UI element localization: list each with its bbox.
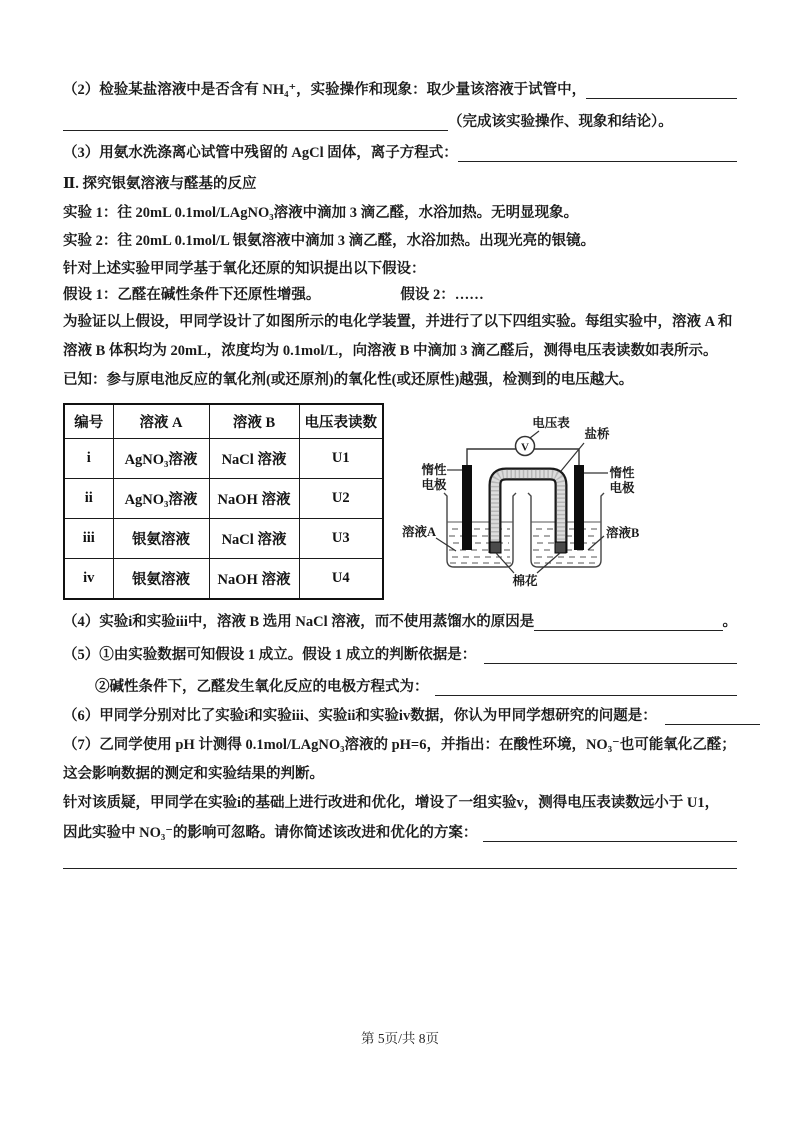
- question-7-line2: [63, 764, 737, 783]
- table-header-cell: 电压表读数: [299, 404, 383, 439]
- electrode-right: [574, 465, 584, 550]
- table-cell: iv: [64, 559, 113, 600]
- beaker-left: [444, 493, 516, 567]
- table-row: [64, 439, 383, 479]
- solution-b-label: 溶液B: [606, 526, 640, 540]
- voltmeter-label: 电压表: [532, 416, 570, 430]
- answer-blank: [586, 82, 737, 99]
- question-5-text-1: （5）①由实验数据可知假设 1 成立。假设 1 成立的判断依据是：: [63, 646, 477, 663]
- question-5-text-2: ②碱性条件下，乙醛发生氧化反应的电极方程式为：: [95, 678, 429, 695]
- answer-blank: [484, 647, 737, 664]
- question-3-text: （3）用氨水洗涤离心试管中残留的 AgCl 固体，离子方程式：: [63, 144, 458, 161]
- table-cell: AgNO₃溶液: [113, 439, 209, 479]
- cotton-label: 棉花: [512, 574, 538, 588]
- hypothesis-intro-text: 针对上述实验甲同学基于氧化还原的知识提出以下假设：: [63, 260, 426, 277]
- table-row: [64, 519, 383, 559]
- setup-line2: [63, 341, 737, 360]
- section-2-heading: [63, 174, 737, 193]
- inert-electrode-label-right: 惰性: [609, 466, 635, 480]
- experiment-1-text: 实验 1：往 20mL 0.1mol/LAgNO₃溶液中滴加 3 滴乙醛，水浴加热。无明显现象。: [63, 204, 579, 221]
- hypothesis-1-text: 假设 1：乙醛在碱性条件下还原性增强。: [63, 286, 321, 303]
- setup-text-2: 溶液 B 体积均为 20mL，浓度均为 0.1mol/L，向溶液 B 中滴加 3 滴乙醛后，测得电压表读数如表所示。: [63, 342, 718, 359]
- page-number: 第 5页/共 8页: [360, 1031, 439, 1046]
- electrode-left: [462, 465, 472, 550]
- salt-bridge-label: 盐桥: [584, 427, 610, 441]
- setup-line1: [63, 312, 737, 331]
- answer-blank: [534, 614, 722, 631]
- table-cell: NaCl 溶液: [209, 519, 299, 559]
- question-2-closing-text: （完成该实验操作、现象和结论）。: [448, 113, 673, 130]
- voltage-table: [63, 403, 384, 600]
- table-cell: 银氨溶液: [113, 519, 209, 559]
- question-5-line1: [63, 645, 737, 664]
- answer-blank: [63, 852, 737, 869]
- cotton-left: [490, 542, 501, 553]
- table-cell: 银氨溶液: [113, 559, 209, 600]
- table-row: [64, 559, 383, 600]
- question-7-answer-line: [63, 850, 737, 869]
- question-2-line2: [63, 112, 737, 131]
- table-cell: ii: [64, 479, 113, 519]
- question-7-text-3: 针对该质疑，甲同学在实验i的基础上进行改进和优化，增设了一组实验v，测得电压表读数远小于 U1，: [63, 794, 720, 811]
- question-7-line3: [63, 793, 737, 812]
- question-4-line: [63, 612, 737, 631]
- table-cell: U2: [299, 479, 383, 519]
- table-cell: NaOH 溶液: [209, 559, 299, 600]
- experiment-2-text: 实验 2：往 20mL 0.1mol/L 银氨溶液中滴加 3 滴乙醛，水浴加热。出现光亮的银镜。: [63, 232, 596, 249]
- table-cell: U3: [299, 519, 383, 559]
- experiment-1-line: [63, 203, 737, 222]
- table-cell: U4: [299, 559, 383, 600]
- table-header-cell: 溶液 B: [209, 404, 299, 439]
- hypothesis-2-text: 假设 2：……: [400, 286, 484, 303]
- table-header-cell: 溶液 A: [113, 404, 209, 439]
- answer-blank: [458, 145, 737, 162]
- solution-a-pointer-line: [436, 538, 456, 551]
- answer-blank: [435, 679, 738, 696]
- wire-left: [467, 449, 517, 465]
- inert-electrode-label-right: 电极: [609, 481, 635, 495]
- table-cell: NaOH 溶液: [209, 479, 299, 519]
- question-7-text-1: （7）乙同学使用 pH 计测得 0.1mol/LAgNO₃溶液的 pH=6，并指出：在酸性环境，NO₃⁻也可能氧化乙醛；: [63, 736, 736, 753]
- hypothesis-intro-line: [63, 259, 737, 278]
- question-3-line: [63, 143, 737, 162]
- table-cell: i: [64, 439, 113, 479]
- question-6-line: [63, 706, 737, 725]
- table-cell: NaCl 溶液: [209, 439, 299, 479]
- table-cell: iii: [64, 519, 113, 559]
- hypothesis-line: [63, 285, 737, 304]
- question-5-line2: [95, 677, 737, 696]
- inert-electrode-label-left: 惰性: [421, 463, 447, 477]
- question-4-period: 。: [722, 613, 737, 630]
- answer-blank: [483, 825, 737, 842]
- table-row: [64, 479, 383, 519]
- cotton-right: [555, 542, 566, 553]
- question-7-text-4: 因此实验中 NO₃⁻的影响可忽略。请你简述该改进和优化的方案：: [63, 824, 478, 841]
- section-2-title: Ⅱ. 探究银氨溶液与醛基的反应: [63, 175, 257, 192]
- question-7-text-2: 这会影响数据的测定和实验结果的判断。: [63, 765, 324, 782]
- answer-blank: [665, 708, 760, 725]
- inert-electrode-label-left: 电极: [421, 478, 447, 492]
- question-7-line1: [63, 735, 737, 754]
- question-2-text: （2）检验某盐溶液中是否含有 NH₄⁺，实验操作和现象：取少量该溶液于试管中，: [63, 81, 587, 98]
- voltmeter-pointer-line: [530, 431, 539, 438]
- table-cell: AgNO₃溶液: [113, 479, 209, 519]
- question-6-text: （6）甲同学分别对比了实验i和实验iii、实验ii和实验iv数据，你认为甲同学想研究的问题是：: [63, 707, 657, 724]
- question-2-line1: [63, 80, 737, 99]
- solution-a-label: 溶液A: [401, 525, 436, 539]
- electrochemical-cell-diagram: [400, 405, 740, 605]
- setup-text-1: 为验证以上假设，甲同学设计了如图所示的电化学装置，并进行了以下四组实验。每组实验中，溶液 A 和: [63, 313, 733, 330]
- table-cell: U1: [299, 439, 383, 479]
- experiment-2-line: [63, 231, 737, 250]
- answer-blank: [63, 114, 448, 131]
- table-header-cell: 编号: [64, 404, 113, 439]
- question-4-text: （4）实验i和实验iii中，溶液 B 选用 NaCl 溶液，而不使用蒸馏水的原因是: [63, 613, 535, 630]
- known-line: [63, 370, 737, 389]
- table-header-row: [64, 404, 383, 439]
- salt-bridge: [495, 474, 561, 553]
- voltmeter-symbol: V: [521, 441, 529, 454]
- question-7-line4: [63, 823, 737, 842]
- known-text: 已知：参与原电池反应的氧化剂(或还原剂)的氧化性(或还原性)越强，检测到的电压越大。: [63, 371, 634, 388]
